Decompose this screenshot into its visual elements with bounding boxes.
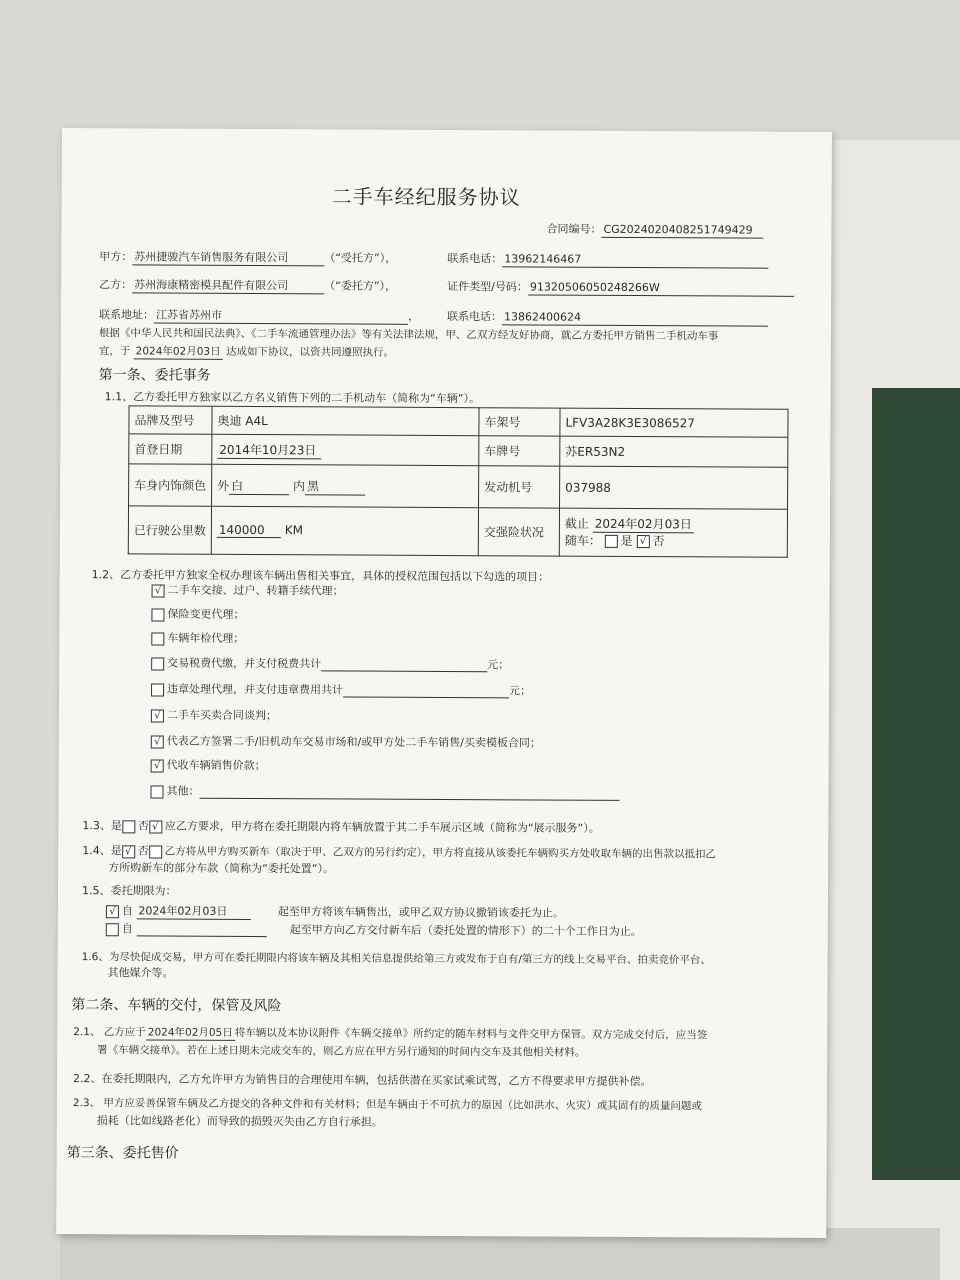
party-a-row: 甲方： 苏州捷骏汽车销售服务有限公司 （“受托方”），	[99, 250, 397, 265]
option-inspection: 车辆年检代理；	[151, 631, 244, 645]
party-b-id: 证件类型/号码： 91320506050248266W	[447, 280, 794, 297]
option-checkbox[interactable]: √	[152, 584, 165, 597]
option-violation: 违章处理代理，并支付违章费用共计 元；	[151, 682, 531, 698]
clause-2-3-line-2: 损耗（比如线路老化）而导致的损毁灭失由乙方自行承担。	[96, 1114, 383, 1129]
mileage-cell: 140000 KM	[211, 506, 478, 555]
vin-label: 车架号	[479, 408, 560, 436]
brand-label: 品牌及型号	[129, 406, 212, 434]
option-checkbox[interactable]	[151, 657, 164, 670]
brand-value: 奥迪 A4L	[212, 406, 479, 435]
display-no-checkbox[interactable]: √	[149, 820, 162, 833]
party-b-phone: 联系电话： 13862400624	[447, 310, 768, 327]
term-2-checkbox[interactable]	[106, 923, 119, 936]
option-insurance: 保险变更代理；	[151, 607, 244, 621]
term-1-checkbox[interactable]: √	[106, 905, 119, 918]
clause-2-3-line-1: 2.3、 甲方应妥善保管车辆及乙方提交的各种文件和有关材料；但是车辆由于不可抗力的原因（比如洪水、火灾）或其固有的质量问题或	[72, 1097, 702, 1113]
option-sign-contract: √ 代表乙方签署二手/旧机动车交易市场和/或甲方处二手车销售/买卖模板合同；	[151, 734, 541, 750]
option-other: 其他：	[150, 784, 619, 800]
with-car-yes-checkbox[interactable]	[605, 535, 618, 548]
option-checkbox[interactable]	[151, 683, 164, 696]
intro-line-2: 宜，于 2024年02月03日 达成如下协议，以资共同遵照执行。	[98, 345, 394, 359]
clause-1-1: 1.1、乙方委托甲方独家以乙方名义销售下列的二手机动车（简称为“车辆”）。	[104, 390, 481, 406]
section-1-title: 第一条、委托事务	[98, 367, 211, 384]
with-car-no-checkbox[interactable]: √	[636, 535, 649, 548]
term-option-1: √ 自 2024年02月03日 起至甲方将该车辆售出，或甲乙双方协议撤销该委托为止。	[106, 904, 564, 921]
first-reg-label: 首登日期	[129, 434, 212, 464]
option-checkbox[interactable]: √	[151, 759, 164, 772]
color-label: 车身内饰颜色	[129, 464, 212, 506]
engine-value: 037988	[560, 466, 788, 509]
vehicle-table	[128, 405, 789, 557]
option-tax: 交易税费代缴，并支付税费共计 元；	[151, 656, 509, 672]
clause-1-6-line-2: 其他媒介等。	[107, 966, 174, 980]
display-yes-checkbox[interactable]	[122, 820, 135, 833]
option-checkbox[interactable]	[151, 632, 164, 645]
violation-amount-blank[interactable]	[343, 684, 509, 698]
option-checkbox[interactable]	[151, 608, 164, 621]
clause-2-1-line-2: 署《车辆交接单》。若在上述日期未完成交车的，则乙方应在甲方另行通知的时间内交车及其他相关材料。	[97, 1044, 586, 1059]
option-negotiation: √ 二手车买卖合同谈判；	[151, 708, 277, 723]
contract-number: 合同编号： CG2024020408251749429	[546, 223, 763, 239]
disposal-no-checkbox[interactable]	[149, 845, 162, 858]
contract-page	[56, 128, 832, 1238]
clause-2-1-line-1: 2.1、 乙方应于 2024年02月05日 将车辆以及本协议附件《车辆交接单》所约定的随车材料与文件交甲方保管。双方完成交付后，应当签	[73, 1026, 708, 1042]
clause-1-5-title: 1.5、委托期限为：	[81, 884, 177, 898]
plate-label: 车牌号	[479, 436, 560, 466]
clause-1-3: 1.3、是 否 √ 应乙方要求，甲方将在委托期限内将车辆放置于其二手车展示区域（简称为“展示服务”）。	[82, 819, 600, 835]
insurance-cell: 截止 2024年02月03日 随车： 是 √ 否	[559, 508, 787, 557]
insurance-label: 交强险状况	[478, 508, 559, 556]
vin-value: LFV3A28K3E3086527	[560, 408, 788, 437]
mileage-label: 已行驶公里数	[128, 506, 211, 554]
option-transfer: √ 二手车交接、过户、转籍手续代理；	[152, 583, 344, 598]
document-title: 二手车经纪服务协议	[331, 184, 521, 210]
section-2-title: 第二条、车辆的交付，保管及风险	[71, 997, 282, 1015]
first-reg-cell: 2014年10月23日	[212, 434, 479, 465]
green-folder	[872, 388, 960, 1180]
clause-1-2: 1.2、乙方委托甲方独家全权办理该车辆出售相关事宜，具体的授权范围包括以下勾选的项目：	[91, 568, 550, 584]
intro-line-1: 根据《中华人民共和国民法典》、《二手车流通管理办法》等有关法律法规，甲、乙双方经友好协商，就乙方委托甲方销售二手机动车事	[98, 327, 719, 343]
party-a-phone: 联系电话： 13962146467	[447, 252, 768, 269]
engine-label: 发动机号	[479, 466, 560, 508]
clause-1-6-line-1: 1.6、为尽快促成交易，甲方可在委托期限内将该车辆及其相关信息提供给第三方或发布于自有/第三方的线上交易平台、拍卖竞价平台、	[81, 951, 711, 967]
option-checkbox[interactable]: √	[151, 735, 164, 748]
clause-2-2: 2.2、在委托期限内，乙方允许甲方为销售目的合理使用车辆，包括供潜在买家试乘试驾，乙方不得要求甲方提供补偿。	[72, 1072, 652, 1089]
other-blank[interactable]	[199, 786, 619, 801]
section-3-title: 第三条、委托售价	[66, 1145, 179, 1162]
clause-1-4-line-1: 1.4、是 √ 否 乙方将从甲方购买新车（取决于甲、乙双方的另行约定），甲方将直接从该委托车辆购买方处收取车辆的出售款以抵扣乙	[82, 844, 716, 861]
tax-amount-blank[interactable]	[321, 658, 487, 672]
party-b-row: 乙方： 苏州海康精密模具配件有限公司 （“委托方”），	[99, 278, 397, 293]
plate-value: 苏ER53N2	[560, 436, 788, 467]
option-collect-payment: √ 代收车辆销售价款；	[151, 758, 266, 773]
clause-1-4-line-2: 方所购新车的部分车款（简称为“委托处置”）。	[108, 861, 335, 876]
color-cell: 外 白 内 黑	[212, 464, 479, 507]
disposal-yes-checkbox[interactable]: √	[122, 845, 135, 858]
option-checkbox[interactable]: √	[151, 709, 164, 722]
option-checkbox[interactable]	[150, 785, 163, 798]
term-option-2: 自 起至甲方向乙方交付新车后（委托处置的情形下）的二十个工作日为止。	[106, 922, 642, 939]
address-row: 联系地址： 江苏省苏州市 ，	[98, 308, 420, 323]
